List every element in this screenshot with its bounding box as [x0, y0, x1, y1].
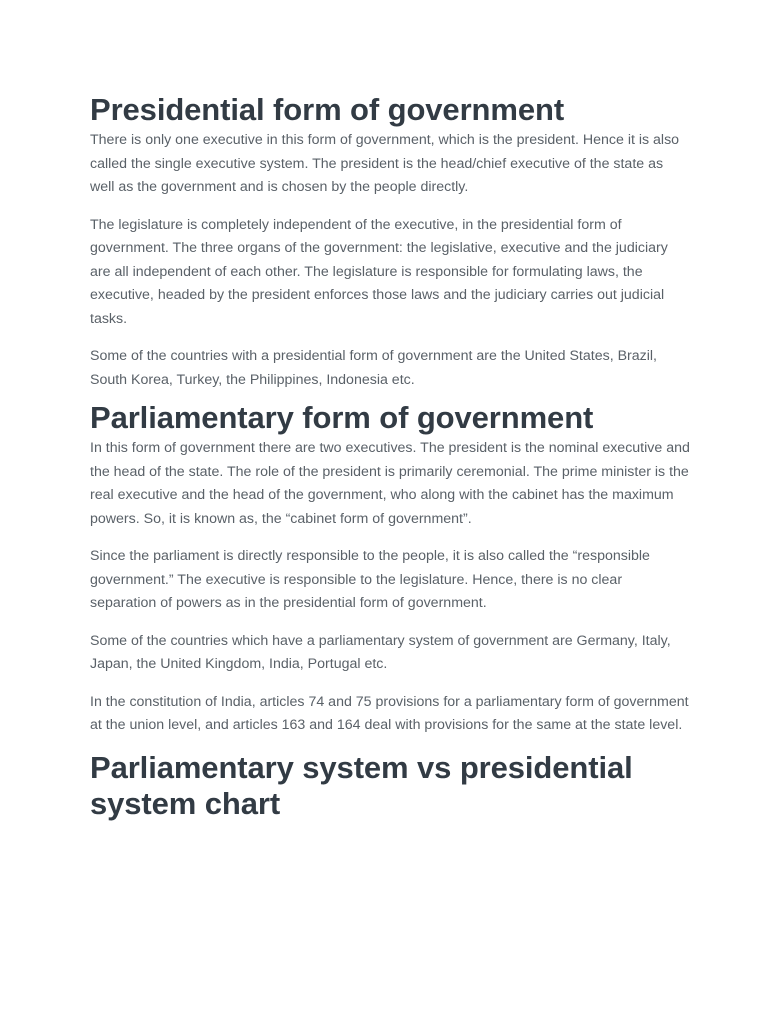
paragraph-presidential-executive: There is only one executive in this form of government, which is the president. Hence it is also called the single executive system. The president is the head/chief executive of the state as well as the government and is chosen by the people directly.	[90, 132, 680, 195]
heading-presidential: Presidential form of government	[90, 92, 565, 127]
paragraph-presidential-legislature: The legislature is completely independent of the executive, in the presidential form of government. The three organs of the government: the legislative, executive and the judiciary are all independent of each other. The legislature is responsible for formulating laws, the executive, headed by the president enforces those laws and the judiciary carries out judicial tasks.	[90, 216, 668, 327]
paragraph-parliamentary-responsible: Since the parliament is directly responsible to the people, it is also called the “responsible government.” The executive is responsible to the legislature. Hence, there is no clear separation of powers as in the presidential form of government.	[90, 548, 650, 611]
document-page	[90, 92, 690, 822]
heading-parliamentary: Parliamentary form of government	[90, 400, 594, 435]
paragraph-presidential-countries: Some of the countries with a presidential form of government are the United States, Brazil, South Korea, Turkey, the Philippines, Indonesia etc.	[90, 348, 657, 388]
heading-comparison-chart: Parliamentary system vs presidential system chart	[90, 749, 633, 821]
paragraph-parliamentary-executives: In this form of government there are two executives. The president is the nominal executive and the head of the state. The role of the president is primarily ceremonial. The prime minister is the real executive and the head of the government, who along with the cabinet has the maximum powers. So, it is known as, the “cabinet form of government”.	[90, 440, 690, 527]
paragraph-parliamentary-india: In the constitution of India, articles 74 and 75 provisions for a parliamentary form of government at the union level, and articles 163 and 164 deal with provisions for the same at the state level.	[90, 693, 689, 733]
paragraph-parliamentary-countries: Some of the countries which have a parliamentary system of government are Germany, Italy, Japan, the United Kingdom, India, Portugal etc.	[90, 632, 671, 672]
